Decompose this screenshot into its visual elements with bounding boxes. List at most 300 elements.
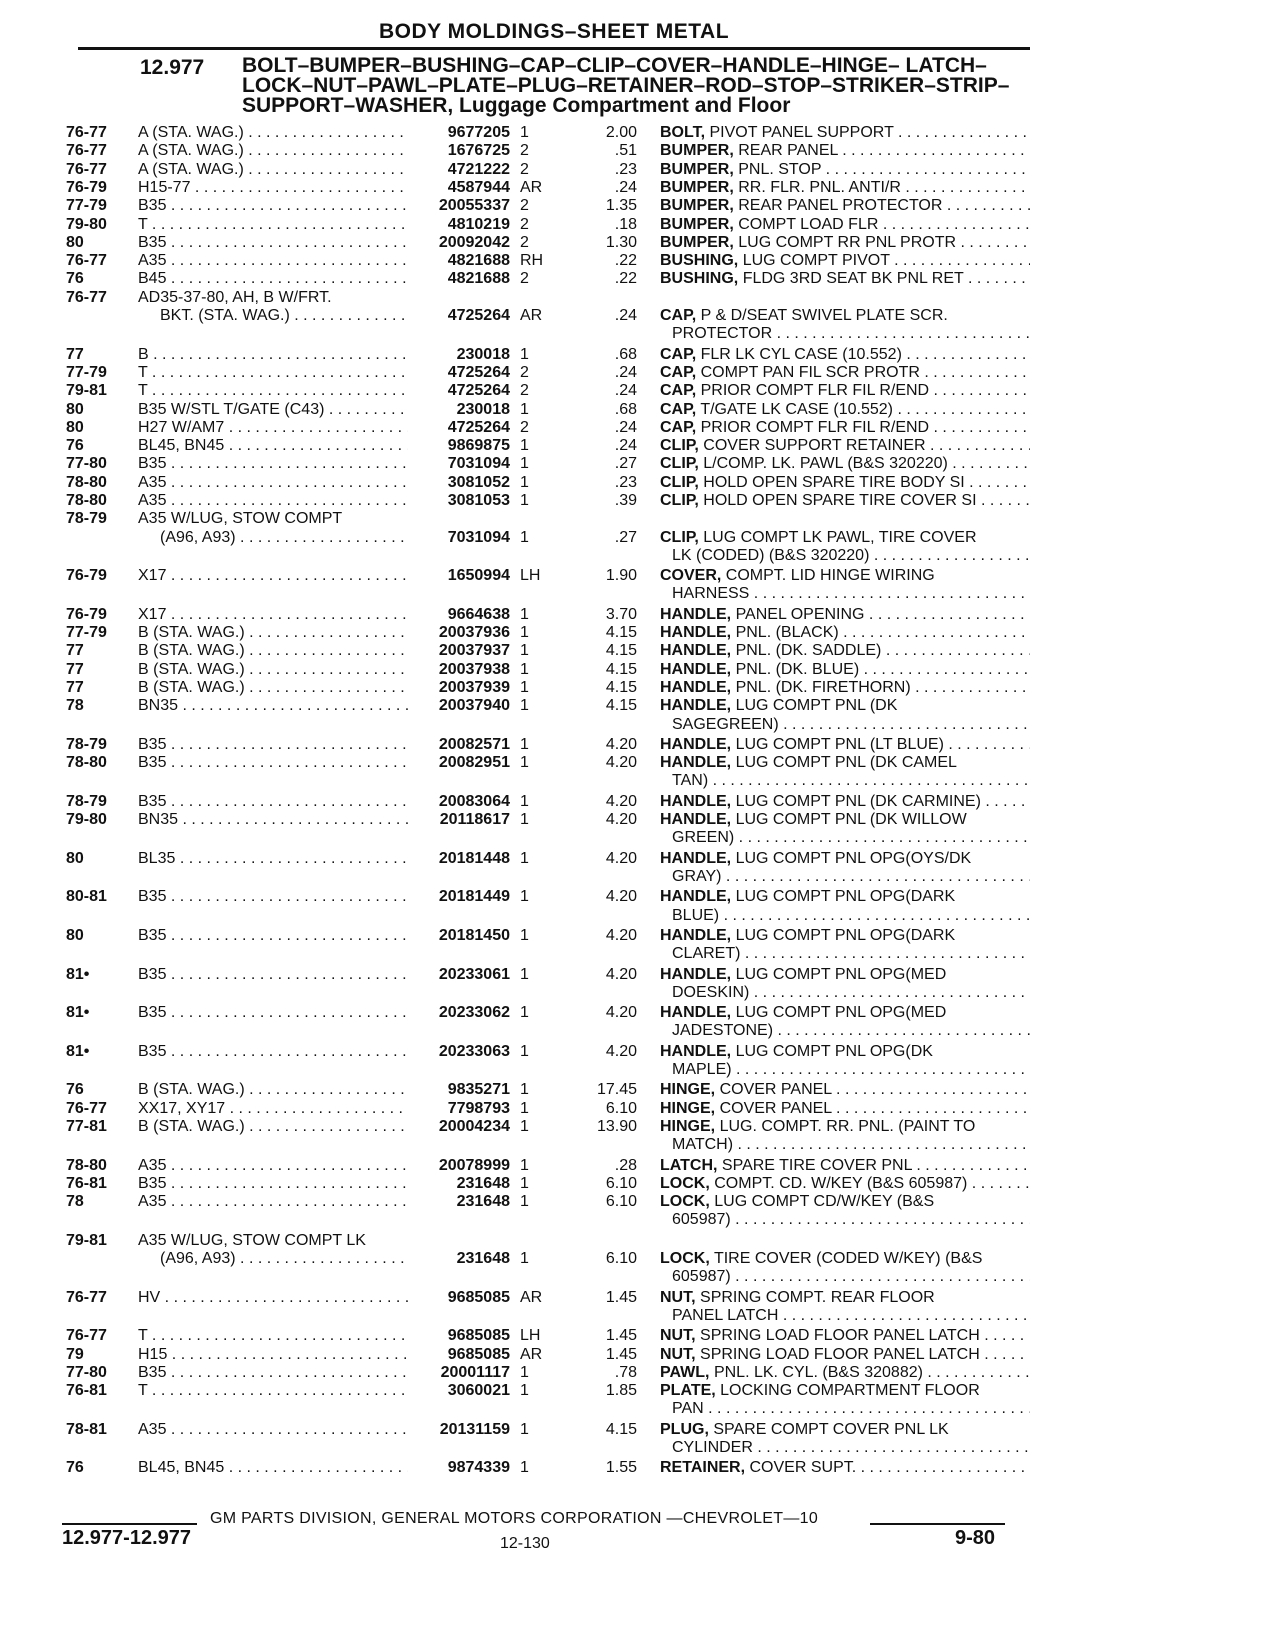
price: 2.00	[605, 124, 637, 141]
part-number: 4821688	[447, 270, 510, 288]
quantity: 2	[520, 215, 529, 233]
price: 4.20	[605, 754, 637, 772]
part-name: HANDLE,	[660, 679, 732, 696]
part-name: LOCK,	[660, 1193, 710, 1211]
part-name: LATCH,	[660, 1156, 718, 1174]
part-detail: LUG COMPT PNL OPG(DK	[735, 1042, 933, 1060]
quantity: 1	[520, 965, 529, 983]
part-detail: PIVOT PANEL SUPPORT . . .	[709, 124, 1030, 141]
application: BL45, BN45 . . .	[138, 436, 408, 455]
model-year: 81•	[66, 1042, 90, 1060]
quantity: 1	[520, 437, 529, 455]
part-detail: LUG COMPT PNL OPG(DARK	[735, 888, 956, 906]
model-year: 78-80	[66, 473, 107, 491]
price: 1.30	[605, 233, 637, 251]
price: 4.20	[605, 1042, 637, 1060]
application: T . . .	[138, 215, 408, 234]
part-number: 7798793	[447, 1099, 510, 1117]
part-detail: FLDG 3RD SEAT BK PNL RET . . .	[743, 270, 1030, 287]
part-number: 20037937	[438, 642, 510, 660]
part-description	[660, 1381, 1030, 1400]
quantity: 1	[520, 1081, 529, 1099]
part-detail: L/COMP. LK. PAWL (B&S 320220) . . .	[703, 455, 1030, 472]
footer-section-range: 12.977-12.977	[62, 1527, 192, 1549]
part-number: 20233062	[438, 1004, 510, 1022]
application: B35 . . .	[138, 735, 408, 754]
model-year: 79-80	[66, 215, 107, 233]
part-name: HANDLE,	[660, 888, 732, 906]
application: A35 W/LUG, STOW COMPT LK	[138, 1231, 366, 1249]
quantity: 2	[520, 160, 529, 178]
application: B35 . . .	[138, 926, 408, 945]
price: .22	[614, 252, 637, 270]
part-name: CAP,	[660, 400, 697, 418]
model-year: 80	[66, 849, 84, 867]
part-detail: T/GATE LK CASE (10.552) . . .	[700, 401, 1030, 418]
application: B35 . . .	[138, 887, 408, 906]
application: BL35 . . .	[138, 849, 408, 868]
quantity: 1	[520, 735, 529, 753]
part-detail: COVER SUPPORT RETAINER . . .	[703, 437, 1030, 454]
model-year: 81•	[66, 1004, 90, 1022]
quantity: 1	[520, 679, 529, 696]
model-year: 76	[66, 437, 84, 455]
part-detail: LUG COMPT PNL (DK CARMINE) . . .	[736, 793, 1030, 810]
price: 1.90	[605, 567, 637, 585]
part-name: BUMPER,	[660, 215, 734, 233]
part-detail: SPARE COMPT COVER PNL LK	[713, 1420, 949, 1438]
price: .18	[614, 215, 637, 233]
price: 1.35	[605, 197, 637, 215]
application: H27 W/AM7 . . .	[138, 418, 408, 437]
model-year: 77	[66, 345, 84, 363]
quantity: 2	[520, 233, 529, 251]
quantity: AR	[520, 1288, 543, 1306]
part-number: 9685085	[447, 1327, 510, 1345]
quantity: 2	[520, 382, 529, 400]
quantity: 1	[520, 1042, 529, 1060]
part-description	[660, 491, 1030, 510]
part-number: 20082571	[438, 735, 510, 753]
application: B35 . . .	[138, 965, 408, 984]
part-description-continued: PANEL LATCH . . .	[672, 1306, 1030, 1325]
application: T . . .	[138, 363, 408, 382]
part-name: HANDLE,	[660, 660, 732, 678]
model-year: 77	[66, 642, 84, 660]
model-year: 79-80	[66, 811, 107, 829]
price: 3.70	[605, 605, 637, 623]
application-continued: (A96, A93) . . .	[160, 1249, 410, 1268]
part-description-continued: CLARET) . . .	[672, 944, 1030, 963]
part-detail: LUG COMPT LK PAWL, TIRE COVER	[703, 528, 977, 546]
part-detail: LUG COMPT PNL OPG(MED	[735, 965, 947, 983]
model-year: 76	[66, 1459, 84, 1477]
model-year: 80	[66, 926, 84, 944]
price: .27	[614, 528, 637, 546]
price: .51	[614, 142, 637, 160]
part-name: HINGE,	[660, 1099, 716, 1117]
part-description	[660, 123, 1030, 142]
application: BN35 . . .	[138, 810, 408, 829]
application: B35 . . .	[138, 1042, 408, 1061]
quantity: 1	[520, 124, 529, 141]
price: 6.10	[605, 1249, 637, 1267]
part-detail: COMPT PAN FIL SCR PROTR . . .	[701, 364, 1030, 381]
part-number: 1650994	[447, 567, 510, 585]
part-name: HANDLE,	[660, 605, 732, 623]
part-detail: LUG COMPT RR PNL PROTR . . .	[738, 234, 1030, 251]
part-detail: SPRING COMPT. REAR FLOOR	[700, 1288, 935, 1306]
part-name: BUMPER,	[660, 160, 734, 178]
price: 6.10	[605, 1193, 637, 1211]
application: B (STA. WAG.) . . .	[138, 1080, 408, 1099]
price: 17.45	[596, 1081, 637, 1099]
quantity: 1	[520, 455, 529, 473]
part-detail: COVER PANEL . . .	[720, 1100, 1030, 1117]
application: A35 . . .	[138, 1420, 408, 1439]
part-name: CLIP,	[660, 455, 699, 473]
part-detail: REAR PANEL PROTECTOR . . .	[738, 197, 1030, 214]
part-description-continued: SAGEGREEN) . . .	[672, 715, 1030, 734]
model-year: 78-81	[66, 1420, 107, 1438]
part-number: 9685085	[447, 1345, 510, 1363]
quantity: 1	[520, 492, 529, 509]
application: T . . .	[138, 1381, 408, 1400]
quantity: 1	[520, 888, 529, 906]
part-description	[660, 678, 1030, 697]
price: 13.90	[596, 1117, 637, 1135]
application: HV . . .	[138, 1288, 408, 1307]
application: B . . .	[138, 345, 408, 364]
quantity: 1	[520, 1249, 529, 1267]
part-detail: TIRE COVER (CODED W/KEY) (B&S	[713, 1249, 983, 1267]
part-number: 4821688	[447, 252, 510, 270]
part-detail: PNL. (DK. FIRETHORN) . . .	[736, 679, 1030, 696]
model-year: 78	[66, 1193, 84, 1211]
part-detail: PNL. (BLACK) . . .	[736, 624, 1030, 641]
price: .23	[614, 473, 637, 491]
footer-publisher: GM PARTS DIVISION, GENERAL MOTORS CORPORATION —CHEVROLET—10	[210, 1510, 819, 1527]
application: A35 . . .	[138, 473, 408, 492]
part-description	[660, 436, 1030, 455]
price: 4.15	[605, 1420, 637, 1438]
part-name: RETAINER,	[660, 1459, 746, 1477]
part-detail: HOLD OPEN SPARE TIRE COVER SI . . .	[703, 492, 1030, 509]
part-description	[660, 735, 1030, 754]
part-name: BUMPER,	[660, 178, 734, 196]
quantity: 1	[520, 1099, 529, 1117]
application: A (STA. WAG.) . . .	[138, 160, 408, 179]
part-detail: PNL. (DK. SADDLE) . . .	[736, 642, 1030, 659]
part-number: 4587944	[447, 178, 510, 196]
quantity: 1	[520, 849, 529, 867]
part-number: 9677205	[447, 124, 510, 141]
header-rule	[78, 47, 1030, 50]
part-number: 20181449	[438, 888, 510, 906]
part-name: NUT,	[660, 1345, 696, 1363]
part-number: 20233063	[438, 1042, 510, 1060]
part-name: CLIP,	[660, 492, 699, 509]
model-year: 76-79	[66, 178, 107, 196]
quantity: 1	[520, 528, 529, 546]
part-name: CAP,	[660, 363, 697, 381]
price: .24	[614, 178, 637, 196]
part-name: PLATE,	[660, 1382, 716, 1400]
part-name: PAWL,	[660, 1363, 710, 1381]
price: .28	[614, 1156, 637, 1174]
price: 4.15	[605, 624, 637, 642]
model-year: 77-81	[66, 1117, 107, 1135]
part-name: CAP,	[660, 306, 697, 324]
footer-rule-left	[62, 1523, 197, 1525]
footer-page-number: 12-130	[500, 1535, 550, 1552]
model-year: 76-79	[66, 605, 107, 623]
model-year: 76-77	[66, 252, 107, 270]
part-name: BUMPER,	[660, 142, 734, 160]
part-detail: PNL. (DK. BLUE) . . .	[736, 661, 1030, 678]
quantity: 1	[520, 1193, 529, 1211]
application-continued: BKT. (STA. WAG.) . . .	[160, 306, 410, 325]
price: 4.20	[605, 735, 637, 753]
model-year: 81•	[66, 965, 90, 983]
part-description-continued: HARNESS . . .	[672, 584, 1030, 603]
part-name: HANDLE,	[660, 735, 732, 753]
part-description	[660, 345, 1030, 364]
price: .22	[614, 270, 637, 288]
application: H15-77 . . .	[138, 178, 408, 197]
part-name: NUT,	[660, 1288, 696, 1306]
part-number: 20131159	[439, 1420, 510, 1438]
model-year: 77-79	[66, 624, 107, 642]
quantity: 1	[520, 660, 529, 678]
quantity: 2	[520, 418, 529, 436]
model-year: 77-79	[66, 363, 107, 381]
part-detail: REAR PANEL . . .	[738, 142, 1030, 159]
part-description	[660, 1192, 1030, 1211]
price: 1.45	[605, 1327, 637, 1345]
part-number: 7031094	[447, 528, 510, 546]
part-description	[660, 849, 1030, 868]
part-description	[660, 1042, 1030, 1061]
part-detail: LUG COMPT PNL (DK	[735, 697, 898, 715]
part-number: 230018	[456, 345, 510, 363]
part-number: 9664638	[447, 605, 510, 623]
part-name: LOCK,	[660, 1249, 710, 1267]
part-description	[660, 641, 1030, 660]
part-number: 20037940	[438, 697, 510, 715]
application: BL45, BN45 . . .	[138, 1458, 408, 1477]
application: B (STA. WAG.) . . .	[138, 678, 408, 697]
price: 4.15	[605, 642, 637, 660]
part-description-continued: MATCH) . . .	[672, 1135, 1030, 1154]
model-year: 79-81	[66, 1231, 107, 1249]
part-description	[660, 160, 1030, 179]
part-detail: P & D/SEAT SWIVEL PLATE SCR.	[700, 306, 948, 324]
part-name: BUMPER,	[660, 233, 734, 251]
model-year: 78-79	[66, 792, 107, 810]
application: H15 . . .	[138, 1345, 408, 1364]
part-description-continued: 605987) . . .	[672, 1210, 1030, 1229]
part-description	[660, 1003, 1030, 1022]
part-description	[660, 363, 1030, 382]
part-description	[660, 1363, 1030, 1382]
application: X17 . . .	[138, 566, 408, 585]
quantity: 2	[520, 142, 529, 160]
part-number: 4725264	[447, 418, 510, 436]
part-description	[660, 965, 1030, 984]
part-detail: PNL. LK. CYL. (B&S 320882) . . .	[714, 1364, 1030, 1381]
part-description	[660, 623, 1030, 642]
part-detail: SPARE TIRE COVER PNL . . .	[722, 1157, 1030, 1174]
part-description-continued: BLUE) . . .	[672, 906, 1030, 925]
part-name: HANDLE,	[660, 624, 732, 642]
quantity: 1	[520, 926, 529, 944]
application: B35 . . .	[138, 1174, 408, 1193]
part-description	[660, 810, 1030, 829]
part-detail: LUG COMPT PNL (LT BLUE) . . .	[736, 736, 1030, 753]
model-year: 76-79	[66, 567, 107, 585]
part-detail: LUG COMPT PNL (DK WILLOW	[735, 811, 967, 829]
part-number: 9835271	[447, 1081, 510, 1099]
price: .24	[614, 437, 637, 455]
part-description	[660, 473, 1030, 492]
model-year: 77-80	[66, 455, 107, 473]
model-year: 76-77	[66, 1099, 107, 1117]
part-description-continued: MAPLE) . . .	[672, 1060, 1030, 1079]
part-description	[660, 1326, 1030, 1345]
quantity: 1	[520, 1117, 529, 1135]
application: B35 . . .	[138, 792, 408, 811]
part-description	[660, 660, 1030, 679]
part-detail: COVER PANEL . . .	[720, 1081, 1030, 1098]
model-year: 78-80	[66, 492, 107, 509]
section-title: BOLT–BUMPER–BUSHING–CAP–CLIP–COVER–HANDLE–HINGE– LATCH–LOCK–NUT–PAWL–PLATE–PLUG–RETAINER–ROD–STOP–STRIKER–STRIP–SUPPORT–WASHER, Luggage Compartment and Floor	[242, 54, 1010, 117]
part-number: 20083064	[438, 792, 510, 810]
application-continued: (A96, A93) . . .	[160, 528, 410, 547]
application: B35 W/STL T/GATE (C43) . . .	[138, 400, 408, 419]
price: 4.15	[605, 679, 637, 696]
part-description-continued: PROTECTOR . . .	[672, 324, 1030, 343]
quantity: 1	[520, 624, 529, 642]
part-name: HANDLE,	[660, 1004, 732, 1022]
application: B (STA. WAG.) . . .	[138, 660, 408, 679]
part-name: HANDLE,	[660, 1042, 732, 1060]
part-name: BUSHING,	[660, 270, 739, 288]
part-detail: LUG COMPT PNL OPG(DARK	[735, 926, 956, 944]
price: 4.20	[605, 849, 637, 867]
part-detail: COMPT LOAD FLR . . .	[738, 216, 1030, 233]
part-description-continued: PAN . . .	[672, 1399, 1030, 1418]
part-number: 3060021	[447, 1382, 510, 1400]
part-description	[660, 215, 1030, 234]
part-detail: SPRING LOAD FLOOR PANEL LATCH . . .	[700, 1327, 1030, 1344]
part-name: CAP,	[660, 345, 697, 363]
part-name: CAP,	[660, 418, 697, 436]
quantity: 1	[520, 473, 529, 491]
part-number: 20181450	[438, 926, 510, 944]
model-year: 77-79	[66, 197, 107, 215]
part-name: CLIP,	[660, 528, 699, 546]
part-description	[660, 1156, 1030, 1175]
quantity: LH	[520, 567, 541, 585]
quantity: 1	[520, 697, 529, 715]
part-name: HANDLE,	[660, 965, 732, 983]
application: AD35-37-80, AH, B W/FRT.	[138, 288, 332, 306]
part-number: 9685085	[447, 1288, 510, 1306]
price: .24	[614, 363, 637, 381]
price: 4.20	[605, 811, 637, 829]
part-description-continued: 605987) . . .	[672, 1267, 1030, 1286]
part-detail: PRIOR COMPT FLR FIL R/END . . .	[701, 382, 1030, 399]
part-number: 3081052	[447, 473, 510, 491]
quantity: 1	[520, 1004, 529, 1022]
price: 4.20	[605, 1004, 637, 1022]
part-description	[660, 887, 1030, 906]
price: .78	[614, 1363, 637, 1381]
part-description	[660, 141, 1030, 160]
price: .39	[614, 492, 637, 509]
model-year: 79	[66, 1345, 84, 1363]
model-year: 76-81	[66, 1382, 107, 1400]
part-name: HINGE,	[660, 1117, 716, 1135]
quantity: 1	[520, 605, 529, 623]
part-name: BUSHING,	[660, 252, 739, 270]
part-description-continued: CYLINDER . . .	[672, 1438, 1030, 1457]
part-description	[660, 1099, 1030, 1118]
quantity: 1	[520, 642, 529, 660]
model-year: 76-77	[66, 1288, 107, 1306]
footer-date: 9-80	[955, 1527, 996, 1549]
part-detail: COVER SUPT. . . .	[750, 1459, 1031, 1476]
part-number: 230018	[456, 400, 510, 418]
part-number: 231648	[456, 1193, 510, 1211]
model-year: 78-79	[66, 510, 107, 528]
part-description	[660, 1458, 1030, 1477]
part-detail: LUG COMPT PIVOT . . .	[743, 252, 1030, 269]
model-year: 80	[66, 400, 84, 418]
part-description	[660, 233, 1030, 252]
application: A (STA. WAG.) . . .	[138, 123, 408, 142]
part-number: 4725264	[447, 382, 510, 400]
quantity: 1	[520, 1382, 529, 1400]
part-detail: COMPT. CD. W/KEY (B&S 605987) . . .	[714, 1175, 1030, 1192]
part-name: CAP,	[660, 382, 697, 400]
part-description	[660, 269, 1030, 288]
quantity: 2	[520, 270, 529, 288]
part-number: 231648	[456, 1174, 510, 1192]
part-description	[660, 605, 1030, 624]
part-detail: LUG. COMPT. RR. PNL. (PAINT TO	[719, 1117, 976, 1135]
model-year: 77-80	[66, 1363, 107, 1381]
model-year: 78-80	[66, 754, 107, 772]
application: A35 W/LUG, STOW COMPT	[138, 510, 343, 528]
part-detail: HOLD OPEN SPARE TIRE BODY SI . . .	[703, 474, 1030, 491]
part-number: 20078999	[438, 1156, 510, 1174]
section-number: 12.977	[140, 56, 205, 79]
part-description-continued: DOESKIN) . . .	[672, 983, 1030, 1002]
price: .24	[614, 306, 637, 324]
footer-rule-right	[870, 1523, 1005, 1525]
part-description	[660, 454, 1030, 473]
part-number: 4810219	[447, 215, 510, 233]
part-name: BUMPER,	[660, 197, 734, 215]
part-description	[660, 792, 1030, 811]
model-year: 76	[66, 1081, 84, 1099]
model-year: 80-81	[66, 888, 107, 906]
part-name: CLIP,	[660, 437, 699, 455]
model-year: 76-77	[66, 142, 107, 160]
part-number: 4721222	[447, 160, 510, 178]
